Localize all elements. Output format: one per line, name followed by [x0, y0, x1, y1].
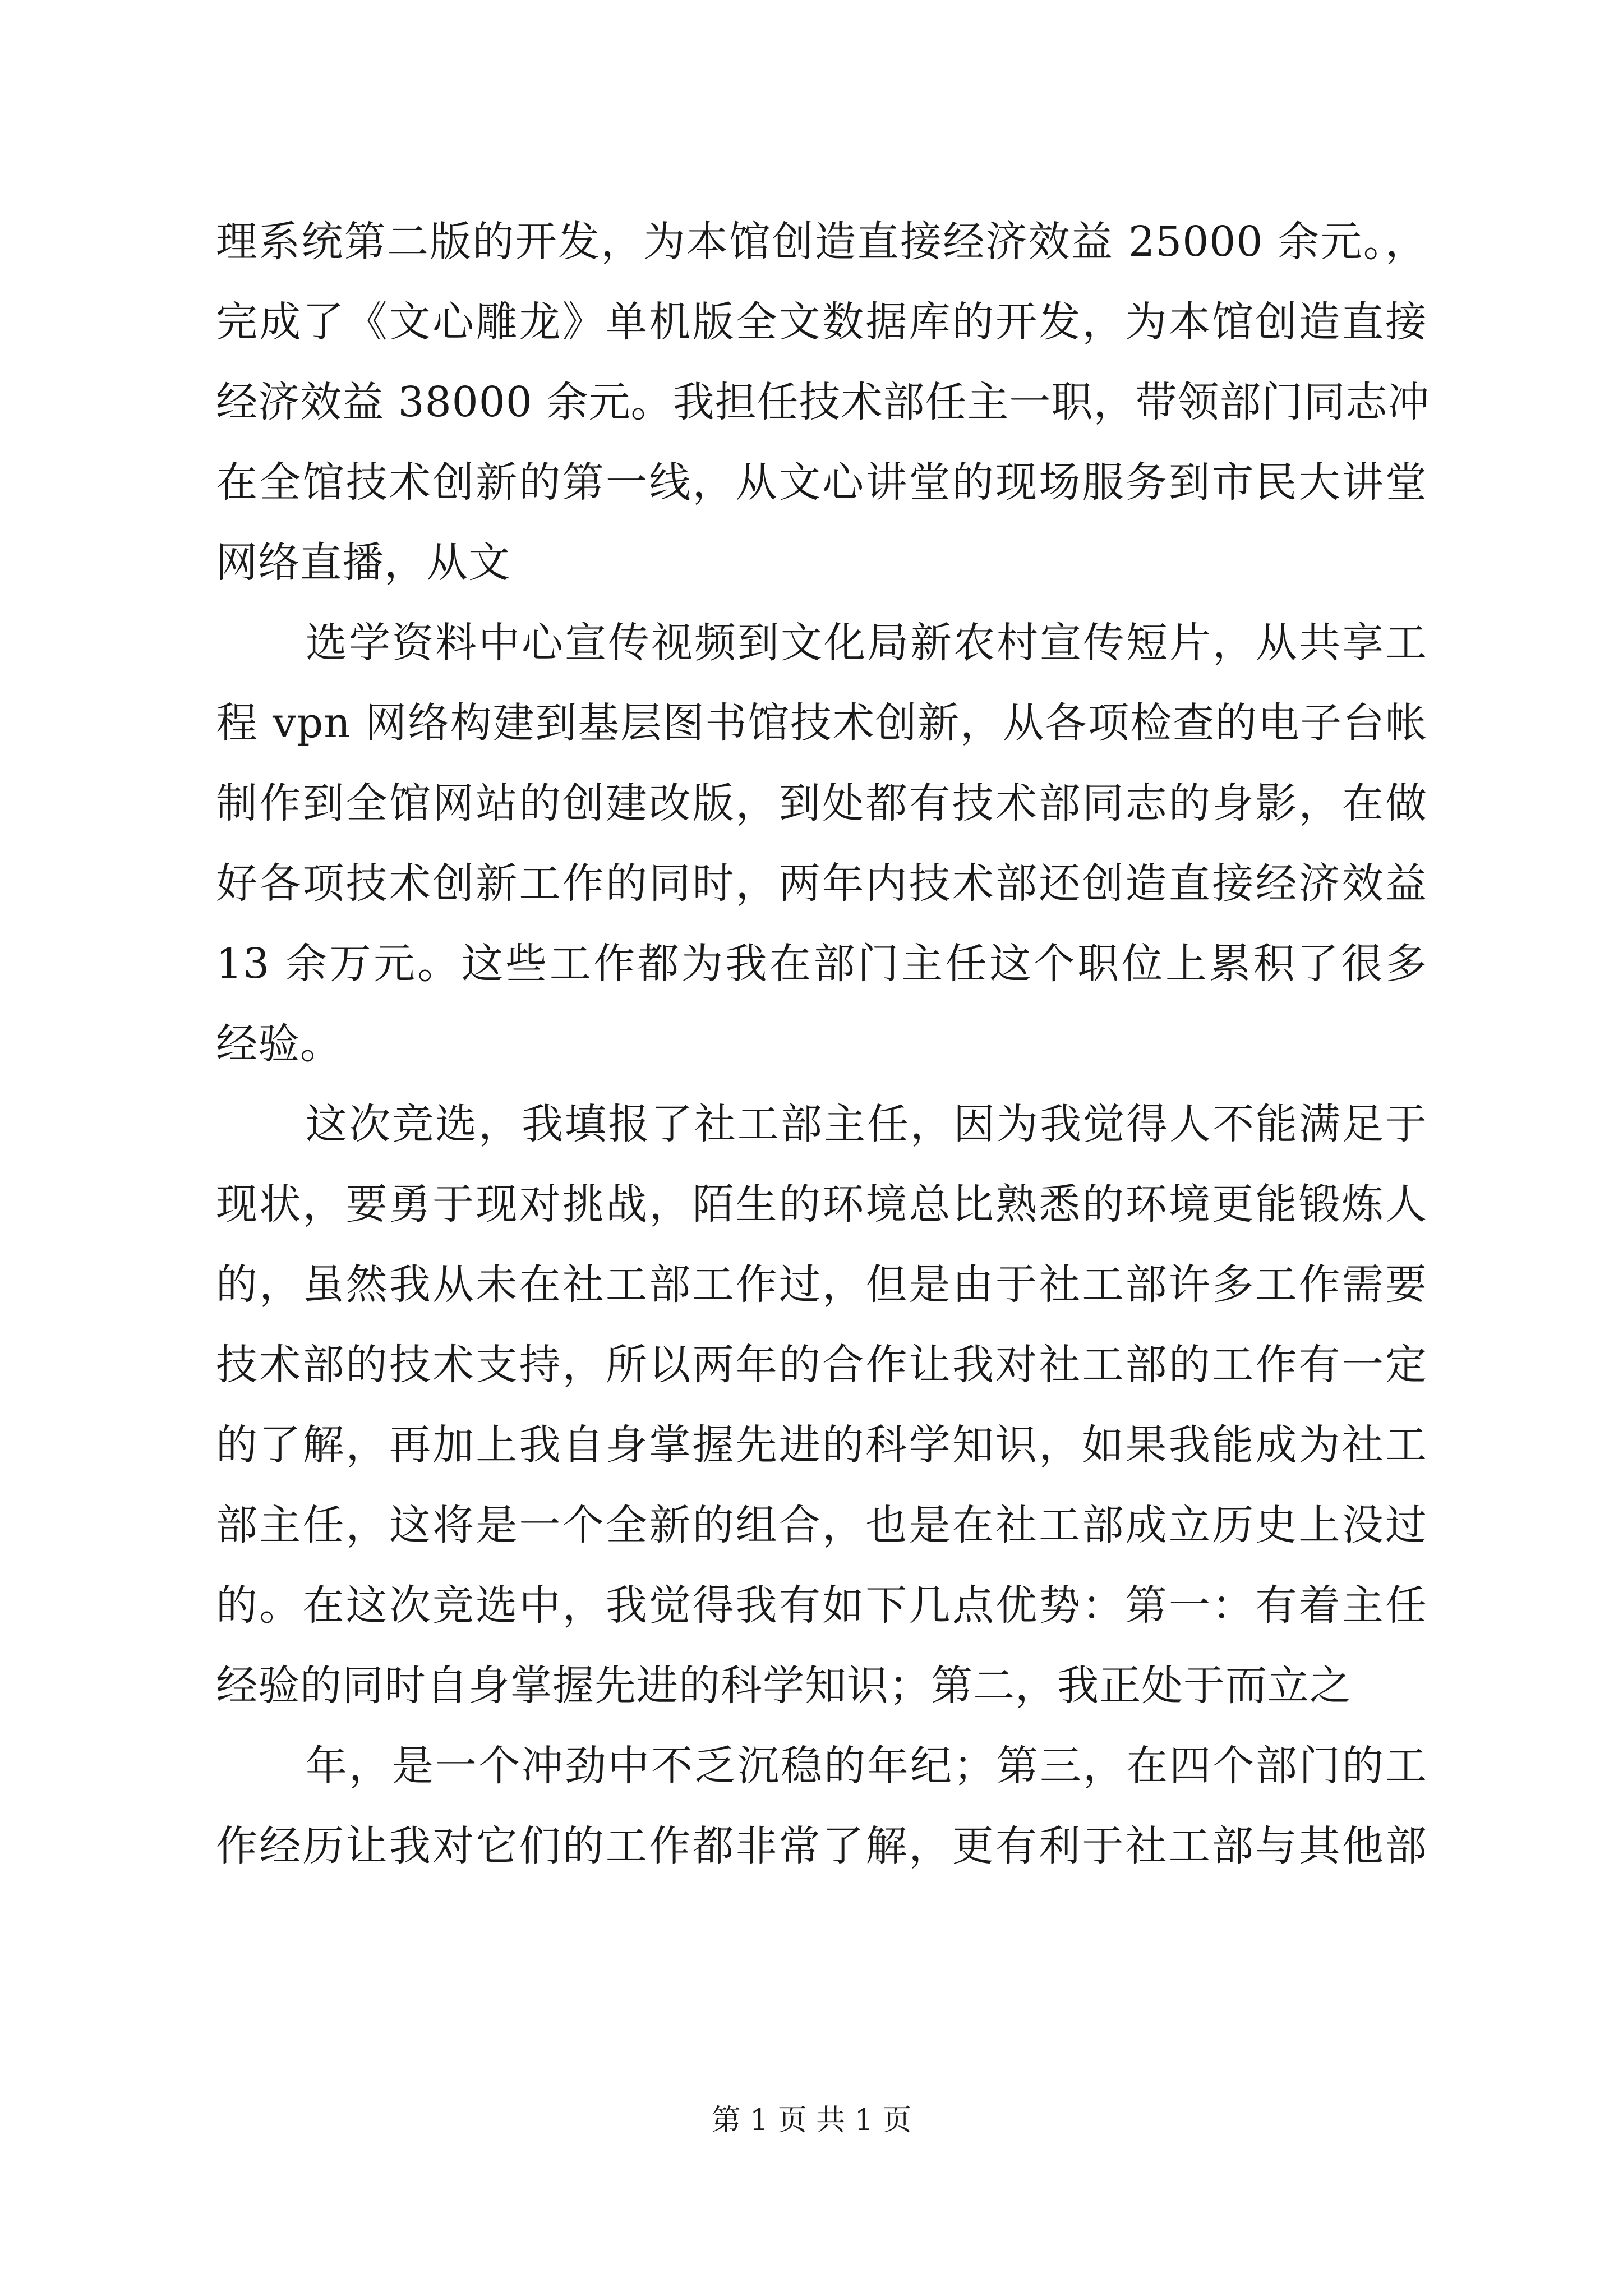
text-line: 经济效益 38000 余元。我担任技术部任主一职，带领部门同志冲 [216, 378, 1430, 426]
text-line: 在全馆技术创新的第一线，从文心讲堂的现场服务到市民大讲堂 [216, 458, 1427, 507]
text-line: 完成了《文心雕龙》单机版全文数据库的开发，为本馆创造直接 [216, 298, 1427, 346]
text-line: 选学资料中心宣传视频到文化局新农村宣传短片，从共享工 [306, 619, 1427, 667]
text-line: 的。在这次竞选中，我觉得我有如下几点优势：第一：有着主任 [216, 1581, 1427, 1630]
text-line: 这次竞选，我填报了社工部主任，因为我觉得人不能满足于 [306, 1100, 1427, 1148]
text-line: 好各项技术创新工作的同时，两年内技术部还创造直接经济效益 [216, 859, 1427, 908]
text-line: 13 余万元。这些工作都为我在部门主任这个职位上累积了很多 [216, 940, 1427, 988]
text-line: 部主任，这将是一个全新的组合，也是在社工部成立历史上没过 [216, 1501, 1427, 1549]
document-body [216, 202, 1430, 1887]
text-line: 作经历让我对它们的工作都非常了解，更有利于社工部与其他部 [216, 1822, 1427, 1870]
text-line: 现状，要勇于现对挑战，陌生的环境总比熟悉的环境更能锻炼人 [216, 1180, 1427, 1228]
text-line: 理系统第二版的开发，为本馆创造直接经济效益 25000 余元。， [216, 218, 1427, 266]
text-line: 技术部的技术支持，所以两年的合作让我对社工部的工作有一定 [216, 1341, 1427, 1389]
text-line: 制作到全馆网站的创建改版，到处都有技术部同志的身影，在做 [216, 779, 1427, 827]
text-line: 网络直播，从文 [216, 539, 510, 587]
text-line: 经验的同时自身掌握先进的科学知识；第二，我正处于而立之 [216, 1662, 1352, 1710]
text-line: 经验。 [216, 1020, 342, 1068]
text-line: 的，虽然我从未在社工部工作过，但是由于社工部许多工作需要 [216, 1260, 1427, 1309]
page-footer: 第 1 页 共 1 页 [711, 2104, 912, 2137]
text-line: 年，是一个冲劲中不乏沉稳的年纪；第三，在四个部门的工 [306, 1742, 1427, 1790]
text-line: 程 vpn 网络构建到基层图书馆技术创新，从各项检查的电子台帐 [216, 699, 1427, 747]
text-line: 的了解，再加上我自身掌握先进的科学知识，如果我能成为社工 [216, 1421, 1427, 1469]
